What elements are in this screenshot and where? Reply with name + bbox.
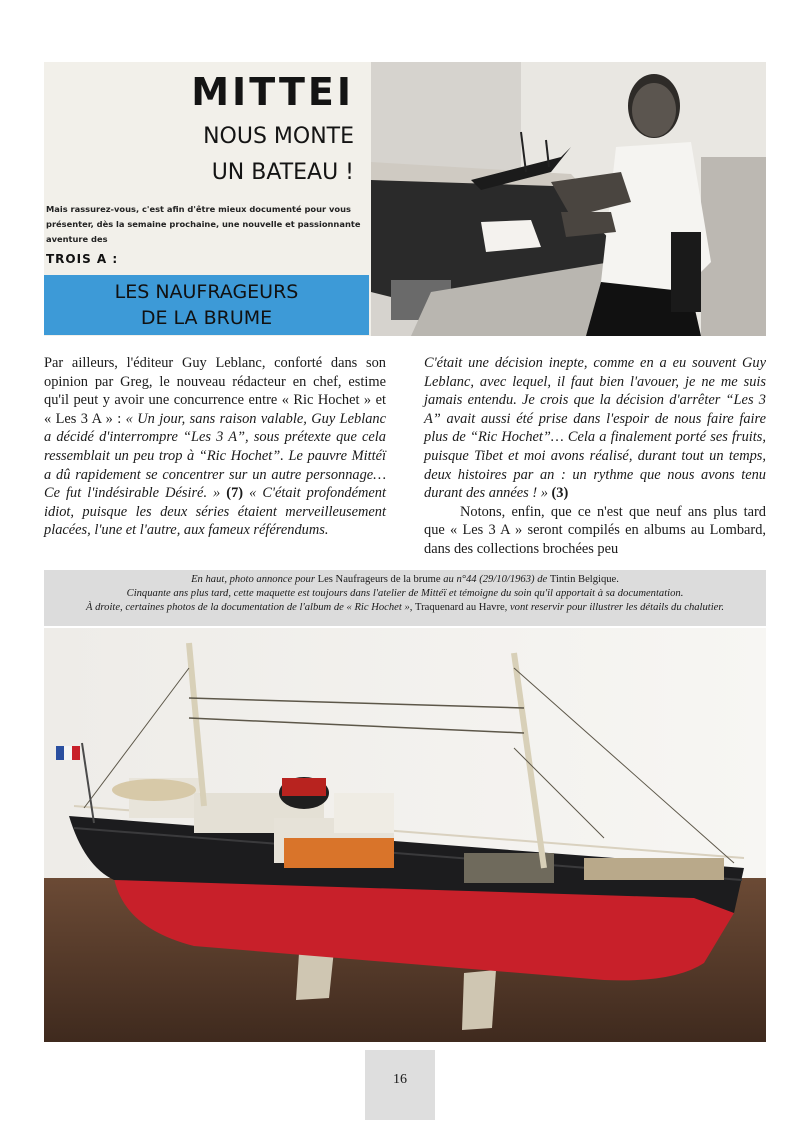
caption-line2: Cinquante ans plus tard, cette maquette est toujours dans l'atelier de Mittéï et témoigne du soin qu'il apportait à sa documentation. <box>126 588 684 599</box>
article-paragraph <box>424 354 766 503</box>
banner-blurb: Mais rassurez-vous, c'est afin d'être mieux documenté pour vous présenter, dès la semaine prochaine, une nouvelle et passionnante aventure des <box>46 204 361 244</box>
photo-caption <box>44 570 766 626</box>
article-paragraph <box>44 354 386 540</box>
caption-text: , vont reservir pour illustrer les détails du chalutier. <box>504 602 724 613</box>
banner-story-line2: DE LA BRUME <box>140 307 273 329</box>
article-column-left <box>44 354 386 540</box>
article-paragraph-notons: Notons, enfin, que ce n'est que neuf ans plus tard que « Les 3 A » seront compilés en albums au Lombard, dans des collections brochées peu <box>424 503 766 557</box>
caption-title: Traquenard au Havre <box>415 602 505 613</box>
caption-line3 <box>44 601 766 615</box>
page-number: 16 <box>365 1050 435 1120</box>
artist-photo <box>371 62 766 336</box>
banner-subtitle-line2: UN BATEAU ! <box>211 160 354 185</box>
banner-story-box <box>44 275 369 335</box>
model-trawler-photo <box>44 628 766 1042</box>
banner-clipping <box>44 62 766 336</box>
banner-subtitle-line1: NOUS MONTE <box>203 124 354 149</box>
article-intro: Par ailleurs, l'éditeur Guy Leblanc, conforté dans son opinion par Greg, le nouveau rédacteur en chef, estime qu'il peut y avoir une concurrence entre « Ric Hochet » et « Les 3 A » : <box>44 355 386 427</box>
footnote-ref-7: (7) <box>220 485 250 502</box>
quote-guy-leblanc: « Un jour, sans raison valable, Guy Leblanc a décidé d'interrompre “Les 3 A”, sous prétexte que cela ressemblait un peu trop à “Ric Hochet”. Le pauvre Mittéï a dû rapidement se concentrer sur un autre personnage… Ce fut l'indésirable Désiré. » <box>44 410 386 502</box>
footnote-ref-3: (3) <box>547 485 569 502</box>
caption-title: Tintin Belgique. <box>549 574 619 585</box>
caption-text: À droite, certaines photos de la documentation de l'album de « Ric Hochet », <box>86 602 416 613</box>
article-column-right <box>424 354 766 559</box>
quote-idiot: « C'était profondément idiot, puisque les deux séries étaient merveilleusement placées, l'une et l'autre, aux fameux référendums. <box>44 485 386 539</box>
caption-line1 <box>44 573 766 587</box>
caption-title: Les Naufrageurs de la brume <box>317 574 441 585</box>
caption-text: En haut, photo annonce pour <box>191 574 318 585</box>
banner-series-label: TROIS A : <box>46 252 119 266</box>
banner-story-line1: LES NAUFRAGEURS <box>114 281 299 303</box>
banner-title: MITTEI <box>191 70 354 114</box>
quote-inepte: C'était une décision inepte, comme en a eu souvent Guy Leblanc, avec lequel, il faut bien l'avouer, je ne me suis jamais entendu. Je crois que la décision d'arrêter “Les 3 A” avait aussi été prise dans l'espoir de nous faire faire plus de “Ric Hochet”… Cela a finalement porté ses fruits, puisque Tibet et moi avons réalisé, durant tout un temps, deux histoires par an : un rythme que nous avons tenu durant des années ! » <box>424 355 766 502</box>
caption-text: au n°44 (29/10/1963) de <box>440 574 550 585</box>
